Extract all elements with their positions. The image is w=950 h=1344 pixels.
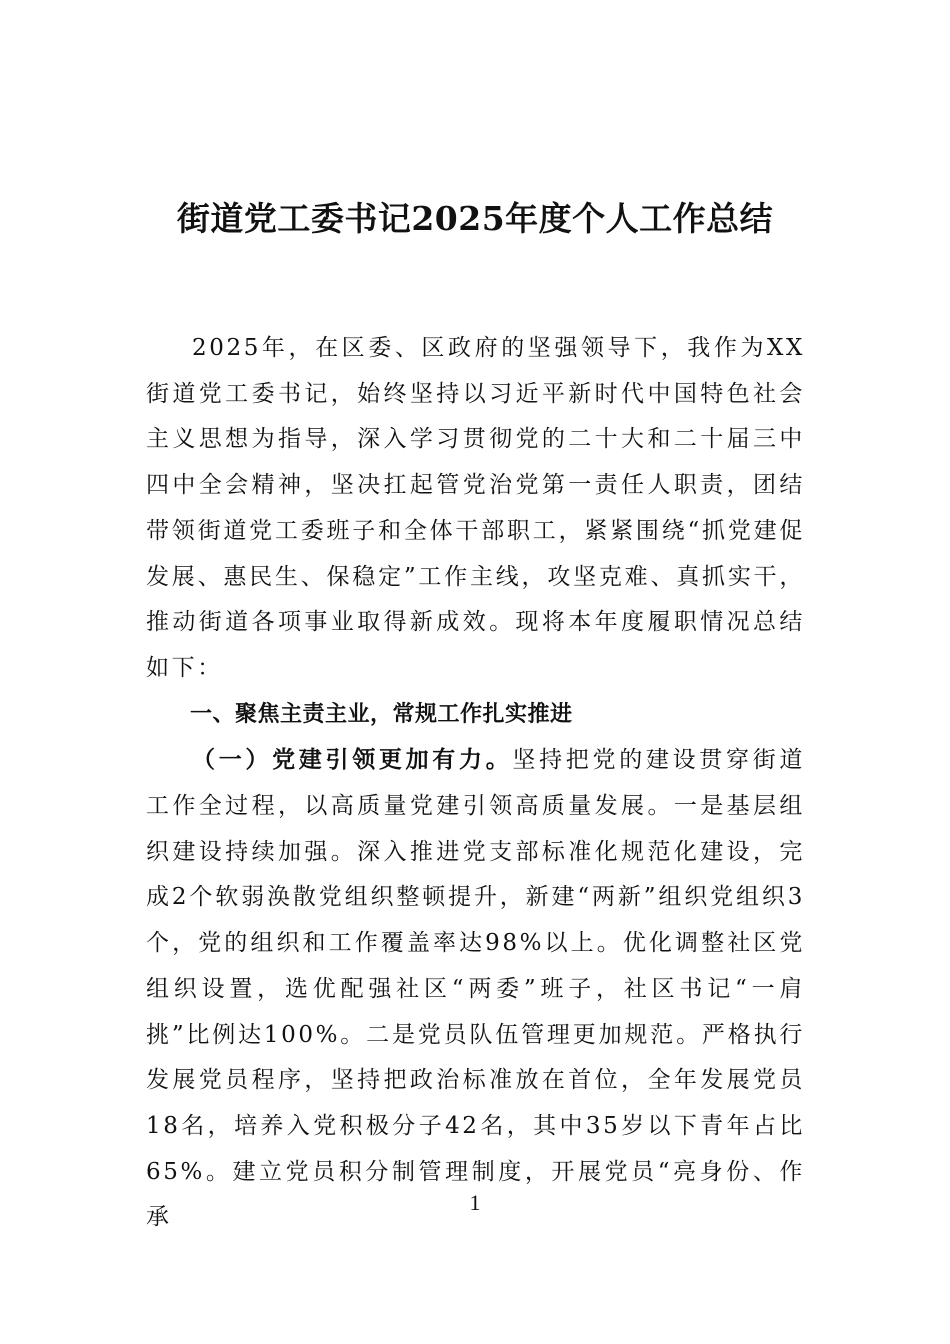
page-number: 1 xyxy=(469,1190,481,1215)
intro-paragraph: 2025年，在区委、区政府的坚强领导下，我作为XX街道党工委书记，始终坚持以习近平新时代中国特色社会主义思想为指导，深入学习贯彻党的二十大和二十届三中四中全会精神，坚决扛起管党治党第一责任人职责，团结带领街道党工委班子和全体干部职工，紧紧围绕“抓党建促发展、惠民生、保稳定”工作主线，攻坚克难、真抓实干，推动街道各项事业取得新成效。现将本年度履职情况总结如下： xyxy=(146,335,805,681)
section-heading: 一、聚焦主责主业，常规工作扎实推进 xyxy=(190,701,573,727)
subsection-body: 坚持把党的建设贯穿街道工作全过程，以高质量党建引领高质量发展。一是基层组织建设持续加强。深入推进党支部标准化规范化建设，完成2个软弱涣散党组织整顿提升，新建“两新”组织党组织3个，党的组织和工作覆盖率达98%以上。优化调整社区党组织设置，选优配强社区“两委”班子，社区书记“一肩挑”比例达100%。二是党员队伍管理更加规范。严格执行发展党员程序，坚持把政治标准放在首位，全年发展党员18名，培养入党积极分子42名，其中35岁以下青年占比65%。建立党员积分制管理制度，开展党员“亮身份、作承 xyxy=(146,747,806,1231)
document-title: 街道党工委书记2025年度个人工作总结 xyxy=(176,199,774,238)
document-body xyxy=(146,326,805,1241)
subsection-paragraph xyxy=(146,737,805,1241)
subsection-lead: （一）党建引领更加有力。 xyxy=(192,746,513,774)
